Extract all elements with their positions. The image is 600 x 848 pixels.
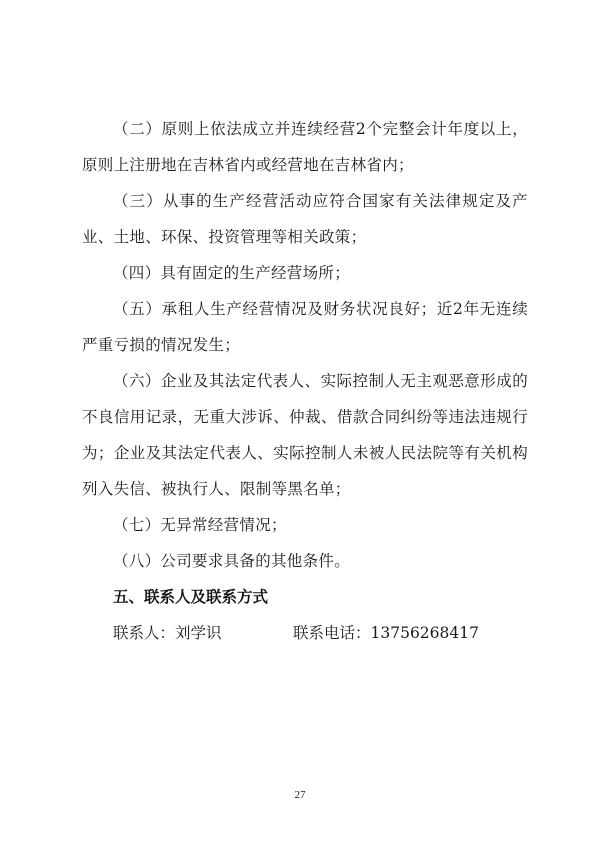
contact-phone: 联系电话：13756268417: [293, 624, 479, 642]
clause-5: （五）承租人生产经营情况及财务状况良好；近2年无连续严重亏损的情况发生；: [82, 300, 528, 354]
contact-line: [113, 615, 533, 651]
clause-3: （三）从事的生产经营活动应符合国家有关法律规定及产业、土地、环保、投资管理等相关政策；: [82, 192, 528, 246]
section-heading: 五、联系人及联系方式: [113, 588, 269, 606]
page-number: 27: [294, 789, 306, 801]
clause-7: （七）无异常经营情况；: [113, 516, 287, 534]
contact-person: 联系人：刘学识: [113, 624, 222, 642]
clause-4: （四）具有固定的生产经营场所；: [113, 264, 351, 282]
clause-2: （二）原则上依法成立并连续经营2个完整会计年度以上，原则上注册地在吉林省内或经营地在吉林省内；: [82, 120, 528, 174]
clause-6: （六）企业及其法定代表人、实际控制人无主观恶意形成的不良信用记录，无重大涉诉、仲裁、借款合同纠纷等违法违规行为；企业及其法定代表人、实际控制人未被人民法院等有关机构列入失信、被执行人、限制等黑名单；: [82, 372, 528, 498]
clause-8: （八）公司要求具备的其他条件。: [113, 552, 351, 570]
